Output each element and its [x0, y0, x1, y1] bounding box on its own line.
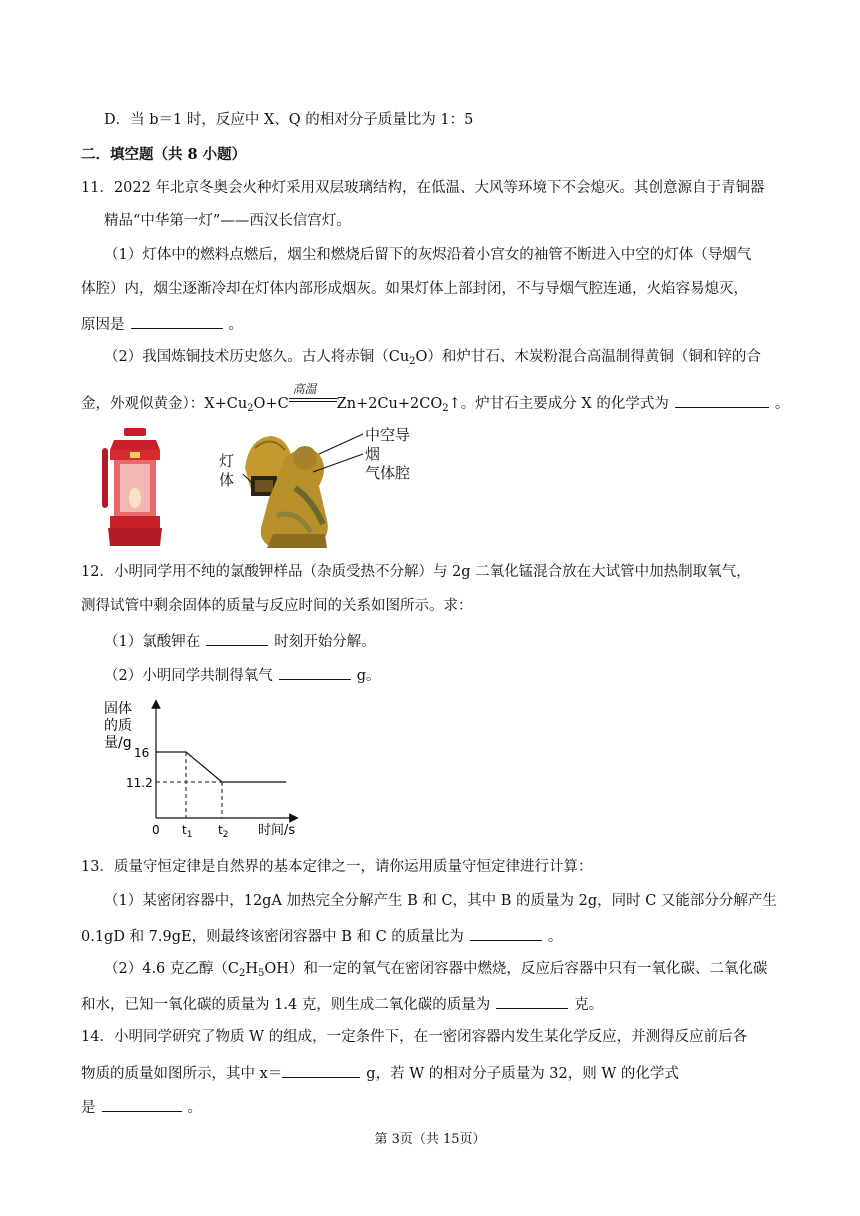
q11-text: O+C	[253, 396, 289, 412]
y-tick-label: 11.2	[126, 776, 153, 790]
q13-text: 克。	[574, 997, 604, 1013]
q13-line3	[81, 925, 562, 947]
subscript: 2	[409, 356, 416, 367]
q11-text: 。	[774, 396, 790, 412]
label-cavity-line2: 气体腔	[365, 464, 411, 482]
olympic-flame-lamp-image	[100, 428, 170, 550]
label-lamp-line1: 灯	[219, 452, 235, 470]
x-tick-label: $t_1$	[182, 823, 193, 840]
page-footer: 第 3页（共 15页）	[374, 1132, 486, 1147]
subscript: 2	[247, 403, 254, 414]
q14-text: 是	[81, 1100, 96, 1116]
q13-line2: （1）某密闭容器中，12gA 加热完全分解产生 B 和 C，其中 B 的质量为 2g，同时 C 又能部分分解产生	[104, 893, 777, 909]
q13-text: 和水，已知一氧化碳的质量为 1.4 克，则生成二氧化碳的质量为	[81, 997, 491, 1013]
y-axis-label-line: 的质	[104, 718, 132, 734]
x-tick-label: $t_2$	[218, 823, 229, 840]
q14-line2	[81, 1062, 679, 1084]
q13-text: 。	[547, 929, 563, 945]
x-axis-label: 时间/s	[258, 823, 296, 838]
q14-line1: 14．小明同学研究了物质 W 的组成，一定条件下，在一密闭容器内发生某化学反应，并测得反应前后各	[81, 1029, 748, 1045]
q12-text: 时刻开始分解。	[274, 634, 376, 650]
option-d: D．当 b＝1 时，反应中 X、Q 的相对分子质量比为 1：5	[104, 112, 474, 128]
changxin-palace-lamp-image	[215, 428, 415, 550]
answer-blank[interactable]	[282, 1062, 360, 1078]
q11-text: 原因是	[81, 317, 125, 333]
q13-text: 0.1gD 和 7.9gE，则最终该密闭容器中 B 和 C 的质量比为	[81, 929, 464, 945]
condition-text: 高温	[292, 382, 317, 396]
x-tick-label: 0	[152, 823, 160, 837]
label-lamp-line2: 体	[219, 471, 235, 489]
y-axis-label-line: 量/g	[104, 735, 132, 751]
q11-line4: 体腔）内，烟尘逐渐冷却在灯体内部形成烟灰。如果灯体上部封闭，不与导烟气腔连通，火焰容易熄灭，	[81, 281, 748, 297]
q11-text: Zn+2Cu+2CO	[336, 396, 443, 412]
mass-time-chart	[100, 698, 310, 840]
label-cavity	[365, 426, 415, 483]
answer-blank[interactable]	[496, 993, 568, 1009]
subscript: 2	[239, 968, 246, 979]
q12-text: g。	[356, 668, 381, 684]
series-line	[156, 752, 286, 782]
reaction-condition	[289, 382, 337, 408]
y-tick-label: 16	[134, 746, 150, 760]
q11-line3: （1）灯体中的燃料点燃后，烟尘和燃烧后留下的灰烬沿着小宫女的袖管不断进入中空的灯体（导烟气	[104, 247, 752, 263]
q11-line6	[104, 347, 761, 367]
q13-line5	[81, 993, 603, 1015]
q13-text: （2）4.6 克乙醇（C	[104, 961, 239, 977]
q14-text: 物质的质量如图所示，其中 x＝	[81, 1066, 283, 1082]
q12-line3	[104, 630, 376, 652]
answer-blank[interactable]	[675, 392, 769, 408]
subscript: 2	[442, 403, 449, 414]
q11-text: O）和炉甘石、木炭粉混合高温制得黄铜（铜和锌的合	[415, 349, 761, 365]
equals-bar-bottom	[289, 401, 337, 402]
q11-text: ↑。炉甘石主要成分 X 的化学式为	[448, 396, 669, 412]
answer-blank[interactable]	[131, 313, 223, 329]
q11-line1: 11．2022 年北京冬奥会火种灯采用双层玻璃结构，在低温、大风等环境下不会熄灭。其创意源自于青铜器	[81, 180, 765, 196]
answer-blank[interactable]	[279, 664, 351, 680]
section-heading: 二．填空题（共 8 小题）	[81, 146, 247, 163]
subscript: 5	[258, 968, 265, 979]
y-axis-label	[104, 700, 132, 751]
label-lamp-body	[219, 452, 234, 490]
q14-line3	[81, 1096, 202, 1118]
q13-text: H	[245, 961, 259, 977]
q12-line4	[104, 664, 381, 686]
q12-line1: 12．小明同学用不纯的氯酸钾样品（杂质受热不分解）与 2g 二氧化锰混合放在大试管中加热制取氧气，	[81, 564, 751, 580]
q11-line2: 精品“中华第一灯”——西汉长信宫灯。	[104, 213, 351, 229]
q11-text: 金，外观似黄金）：X+Cu	[81, 396, 248, 412]
y-axis-label-line: 固体	[104, 701, 132, 717]
q13-line4	[104, 959, 767, 979]
q12-line2: 测得试管中剩余固体的质量与反应时间的关系如图所示。求：	[81, 598, 473, 614]
q11-line7-equation	[81, 382, 790, 414]
q12-text: （1）氯酸钾在	[104, 634, 201, 650]
answer-blank[interactable]	[206, 630, 268, 646]
label-cavity-line1: 中空导烟	[365, 426, 411, 463]
q11-text: （2）我国炼铜技术历史悠久。古人将赤铜（Cu	[104, 349, 410, 365]
equals-bar-top	[289, 398, 337, 399]
q11-text: 。	[228, 317, 243, 333]
answer-blank[interactable]	[102, 1096, 182, 1112]
q14-text: 。	[187, 1100, 202, 1116]
q12-text: （2）小明同学共制得氧气	[104, 668, 273, 684]
q11-line5	[81, 313, 243, 335]
q14-text: g，若 W 的相对分子质量为 32，则 W 的化学式	[366, 1066, 679, 1082]
answer-blank[interactable]	[470, 925, 542, 941]
q13-line1: 13．质量守恒定律是自然界的基本定律之一，请你运用质量守恒定律进行计算：	[81, 859, 593, 875]
q13-text: OH）和一定的氧气在密闭容器中燃烧，反应后容器中只有一氧化碳、二氧化碳	[264, 961, 768, 977]
